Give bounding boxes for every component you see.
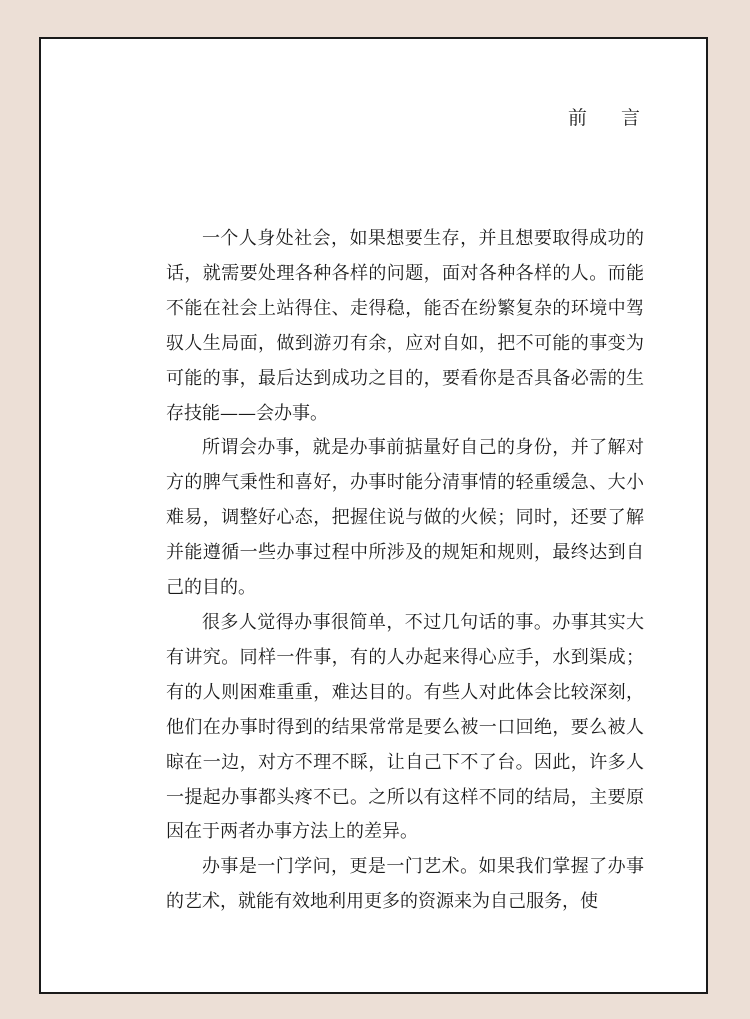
paragraph: 一个人身处社会，如果想要生存，并且想要取得成功的话，就需要处理各种各样的问题，面对各种各样的人。而能不能在社会上站得住、走得稳，能否在纷繁复杂的环境中驾驭人生局面，做到游刃有余，应对自如，把不可能的事变为可能的事，最后达到成功之目的，要看你是否具备必需的生存技能——会办事。 (166, 228, 644, 424)
paragraph: 办事是一门学问，更是一门艺术。如果我们掌握了办事的艺术，就能有效地利用更多的资源来为自己服务，使 (166, 856, 644, 913)
paragraph: 所谓会办事，就是办事前掂量好自己的身份，并了解对方的脾气秉性和喜好，办事时能分清事情的轻重缓急、大小难易，调整好心态，把握住说与做的火候；同时，还要了解并能遵循一些办事过程中所涉及的规矩和规则，最终达到自己的目的。 (166, 437, 644, 599)
paragraph: 很多人觉得办事很简单，不过几句话的事。办事其实大有讲究。同样一件事，有的人办起来得心应手，水到渠成；有的人则困难重重，难达目的。有些人对此体会比较深刻，他们在办事时得到的结果常常是要么被一口回绝，要么被人晾在一边，对方不理不睬，让自己下不了台。因此，许多人一提起办事都头疼不已。之所以有这样不同的结局，主要原因在于两者办事方法上的差异。 (166, 611, 644, 843)
page-title: 前 言 (567, 107, 654, 129)
book-page (39, 37, 708, 994)
body-text (166, 222, 644, 920)
